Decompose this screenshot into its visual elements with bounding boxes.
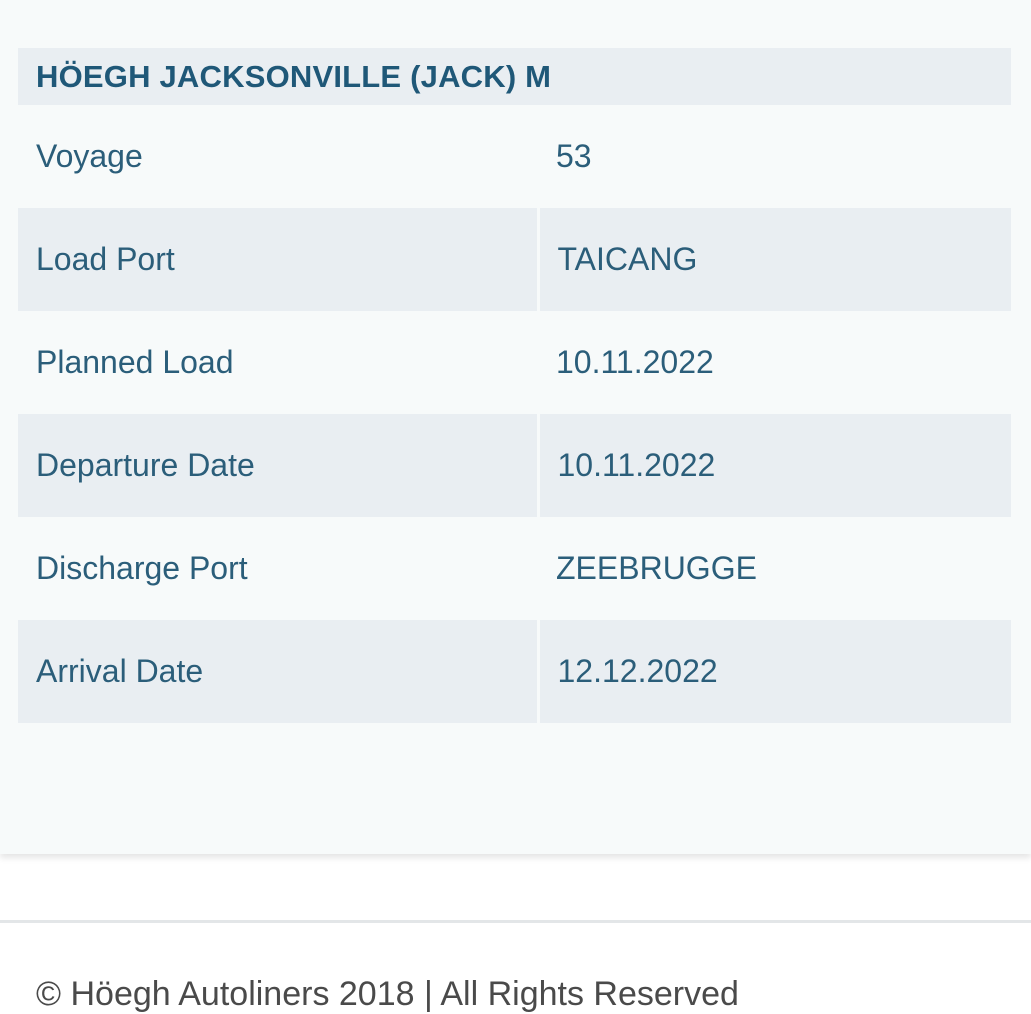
- detail-row-departure-date: [18, 414, 1011, 517]
- detail-label: Departure Date: [18, 414, 538, 517]
- detail-value: 12.12.2022: [538, 620, 1011, 723]
- vessel-name: HÖEGH JACKSONVILLE (JACK) M: [36, 58, 552, 94]
- vessel-name-header: [18, 48, 1011, 105]
- detail-label: Planned Load: [36, 344, 234, 380]
- detail-value: ZEEBRUGGE: [556, 550, 757, 586]
- detail-row-discharge-port: [18, 517, 1011, 620]
- detail-label: Discharge Port: [36, 550, 248, 586]
- footer-copyright: © Höegh Autoliners 2018 | All Rights Reserved: [36, 975, 739, 1013]
- detail-row-arrival-date: [18, 620, 1011, 723]
- detail-row-load-port: [18, 208, 1011, 311]
- detail-label: Voyage: [36, 138, 143, 174]
- detail-value: 53: [556, 138, 592, 174]
- footer-divider: [0, 920, 1031, 923]
- detail-value: 10.11.2022: [556, 344, 714, 380]
- voyage-details-table: [18, 105, 1011, 723]
- detail-value: 10.11.2022: [538, 414, 1011, 517]
- detail-label: Load Port: [18, 208, 538, 311]
- detail-row-planned-load: [18, 311, 1011, 414]
- detail-label: Arrival Date: [18, 620, 538, 723]
- detail-value: TAICANG: [538, 208, 1011, 311]
- detail-row-voyage: [18, 105, 1011, 208]
